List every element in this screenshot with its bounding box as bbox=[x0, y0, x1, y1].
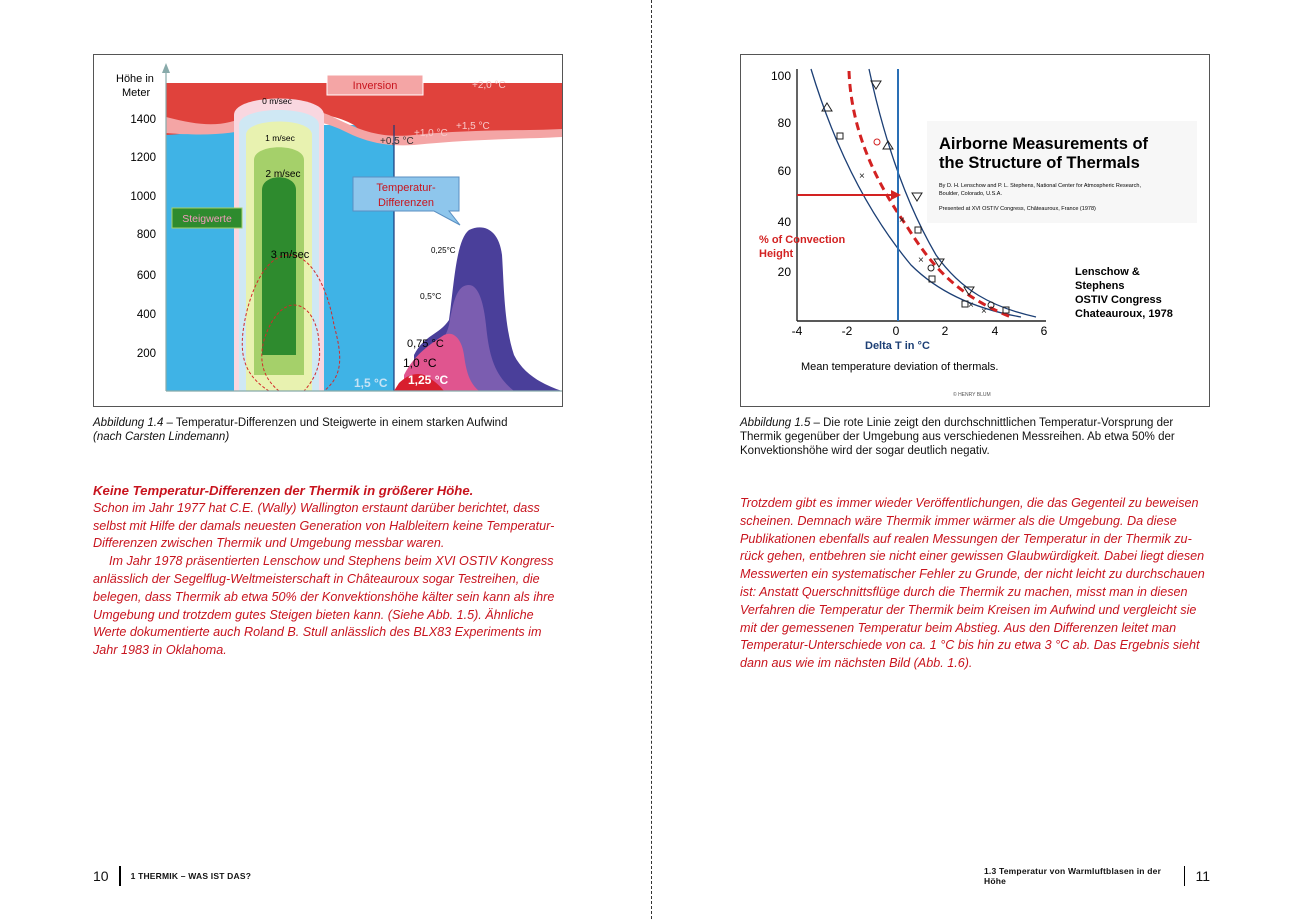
y-tick-label: 400 bbox=[136, 309, 156, 321]
source-line4: Chateauroux, 1978 bbox=[1075, 308, 1173, 320]
right-page bbox=[652, 0, 1302, 919]
figure-1-5-caption bbox=[740, 416, 1212, 458]
x-tick-label: 0 bbox=[892, 324, 900, 338]
page-number-right: 11 bbox=[1195, 868, 1210, 884]
right-folio bbox=[984, 866, 1210, 886]
figure-1-4-caption bbox=[93, 416, 563, 444]
caption-prefix: Abbildung 1.4 bbox=[93, 417, 164, 429]
y-tick-label: 100 bbox=[770, 69, 791, 83]
speed-label-0: 0 m/sec bbox=[262, 96, 292, 106]
temperature-callout-line2: Differenzen bbox=[377, 197, 435, 209]
right-body-text bbox=[740, 495, 1210, 673]
y-tick-label: 600 bbox=[136, 270, 156, 282]
temp-label-top-0: +2,0 °C bbox=[472, 80, 506, 91]
y-tick-label: 80 bbox=[777, 116, 791, 130]
paper-title-line2: the Structure of Thermals bbox=[939, 154, 1140, 172]
svg-text:×: × bbox=[859, 171, 865, 182]
speed-label-1: 1 m/sec bbox=[265, 133, 295, 143]
paper-byline1: By D. H. Lenschow and P. L. Stephens, National Center for Atmospheric Research, bbox=[939, 183, 1141, 189]
svg-text:×: × bbox=[918, 255, 924, 266]
x-tick-labels bbox=[792, 324, 1048, 338]
x-tick-label: 4 bbox=[991, 324, 999, 338]
convection-label-line2: Height bbox=[759, 248, 794, 260]
source-line3: OSTIV Congress bbox=[1075, 294, 1162, 306]
lenschow-figure bbox=[740, 54, 1210, 407]
credit-text: © HENRY BLUM bbox=[953, 392, 991, 398]
y-tick-label: 800 bbox=[136, 229, 156, 241]
right-temp-label-1: 0,5°C bbox=[420, 291, 442, 301]
paragraph-2: Im Jahr 1978 präsentierten Lenschow und Stephens beim XVI OSTIV Kongress anlässlich der Segelflug-Weltmeisterschaft in Châteauroux sogar Testreihen, die belegen, dass Thermik ab etwa 50% der Konvektionshöhe kälter sein kann als ihre Umgebung und trotzdem gutes Steigen bieten kann. (Siehe Abb. 1.5). Ähnliche Werte dokumentierte auch Roland B. Stull anlässlich des BLX83 Experiments im Jahr 1983 in Oklahoma. bbox=[93, 554, 555, 658]
paper-byline2: Boulder, Colorado, U.S.A. bbox=[939, 191, 1002, 197]
speed-label-3: 3 m/sec bbox=[270, 249, 310, 261]
y-tick-label: 60 bbox=[777, 164, 791, 178]
temp-label-top-3: +0,5 °C bbox=[380, 136, 414, 147]
axis-title-line1: Höhe in bbox=[116, 73, 154, 85]
plume-layer-3 bbox=[262, 177, 296, 355]
running-head-left: 1 THERMIK – WAS IST DAS? bbox=[130, 871, 252, 881]
x-axis-label: Mean temperature deviation of thermals. bbox=[801, 361, 999, 373]
thermal-diagram bbox=[94, 55, 562, 406]
inversion-label: Inversion bbox=[352, 80, 398, 92]
y-tick-label: 20 bbox=[777, 265, 791, 279]
running-head-right: 1.3 Temperatur von Warmluftblasen in der Höhe bbox=[984, 866, 1162, 886]
paragraph-1: Schon im Jahr 1977 hat C.E. (Wally) Wallington erstaunt darüber berichtet, dass selbst mit Hilfe der damals neuesten Generation von Halbleitern keine Temperatur-Differenzen zwischen Thermik und Umgebung messbar waren. bbox=[93, 500, 555, 551]
folio-bar-left bbox=[119, 866, 121, 886]
y-tick-label: 40 bbox=[777, 215, 791, 229]
right-temp-label-3: 1,0 °C bbox=[403, 356, 437, 370]
y-axis-arrow bbox=[162, 63, 170, 73]
source-line2: Stephens bbox=[1075, 280, 1125, 292]
thermal-diagram-figure bbox=[93, 54, 563, 407]
right-temp-label-4: 1,5 °C bbox=[354, 376, 388, 390]
y-tick-labels bbox=[130, 114, 156, 360]
svg-text:×: × bbox=[899, 215, 905, 226]
caption-prefix: Abbildung 1.5 bbox=[740, 417, 811, 429]
lenschow-chart bbox=[741, 55, 1209, 406]
x-tick-label: 2 bbox=[941, 324, 949, 338]
paper-byline3: Presented at XVI OSTIV Congress, Châteauroux, France (1978) bbox=[939, 206, 1096, 212]
left-folio bbox=[93, 866, 251, 886]
temp-label-top-2: +1,0 °C bbox=[414, 128, 448, 139]
y-tick-label: 1400 bbox=[130, 114, 156, 126]
x-tick-label: 6 bbox=[1040, 324, 1048, 338]
source-line1: Lenschow & bbox=[1075, 266, 1140, 278]
paper-title-line1: Airborne Measurements of bbox=[939, 135, 1149, 153]
temperature-callout-line1: Temperatur- bbox=[376, 182, 436, 194]
y-tick-label: 1200 bbox=[130, 152, 156, 164]
x-tick-label: -2 bbox=[841, 324, 853, 338]
steigwerte-label: Steigwerte bbox=[182, 213, 232, 225]
delta-t-label: Delta T in °C bbox=[865, 340, 930, 352]
left-body-text bbox=[93, 482, 565, 660]
right-temp-label-2: 0,75 °C bbox=[407, 338, 444, 350]
right-temp-label-5: 1,25 °C bbox=[408, 373, 449, 387]
page-number-left: 10 bbox=[93, 868, 109, 884]
paragraph-right: Trotzdem gibt es immer wieder Veröffentlichungen, die das Gegenteil zu beweisen scheinen. Demnach wäre Thermik immer wärmer als die Umgebung. Da diese Publikationen ebenfalls auf realen Messungen der Temperatur in der Thermik zu-rück gehen, entbehren sie nicht einer gewissen Glaubwürdigkeit. Dabei liegt diesen Messwerten ein systematischer Fehler zu Grunde, der nicht leicht zu durchschauen ist: Anstatt Querschnittsflüge durch die Thermik zu machen, misst man in diesen Verfahren die Temperatur der Thermik beim Kreisen im Aufwind und vergleicht sie mit der gemessenen Temperatur beim Abstieg. Aus den Differenzen leitet man Temperatur-Unterschiede von ca. 1 °C bis hin zu etwa 3 °C ab. Das Ergebnis sieht dann aus wie im nächsten Bild (Abb. 1.6). bbox=[740, 496, 1205, 671]
speed-label-2: 2 m/sec bbox=[265, 169, 301, 180]
svg-text:×: × bbox=[968, 300, 974, 311]
right-temp-label-0: 0,25°C bbox=[431, 246, 456, 255]
y-tick-label: 1000 bbox=[130, 191, 156, 203]
axis-title-line2: Meter bbox=[122, 87, 151, 99]
convection-arrow-head bbox=[891, 190, 901, 200]
caption-text: – Die rote Linie zeigt den durchschnittlichen Temperatur-Vorsprung der Thermik gegenüber der Umgebung aus verschiedenen Messreihen. Ab etwa 50% der Konvektionshöhe wird der sogar deutlich negativ. bbox=[740, 417, 1175, 457]
convection-label-line1: % of Convection bbox=[759, 234, 846, 246]
temp-label-top-1: +1,5 °C bbox=[456, 121, 490, 132]
y-tick-label: 200 bbox=[136, 348, 156, 360]
caption-line2: (nach Carsten Lindemann) bbox=[93, 431, 230, 443]
svg-text:×: × bbox=[981, 306, 987, 317]
caption-text: – Temperatur-Differenzen und Steigwerte in einem starken Aufwind bbox=[163, 417, 508, 429]
x-tick-label: -4 bbox=[791, 324, 803, 338]
folio-bar-right bbox=[1184, 866, 1186, 886]
section-heading: Keine Temperatur-Differenzen der Thermik in größerer Höhe. bbox=[93, 483, 474, 498]
